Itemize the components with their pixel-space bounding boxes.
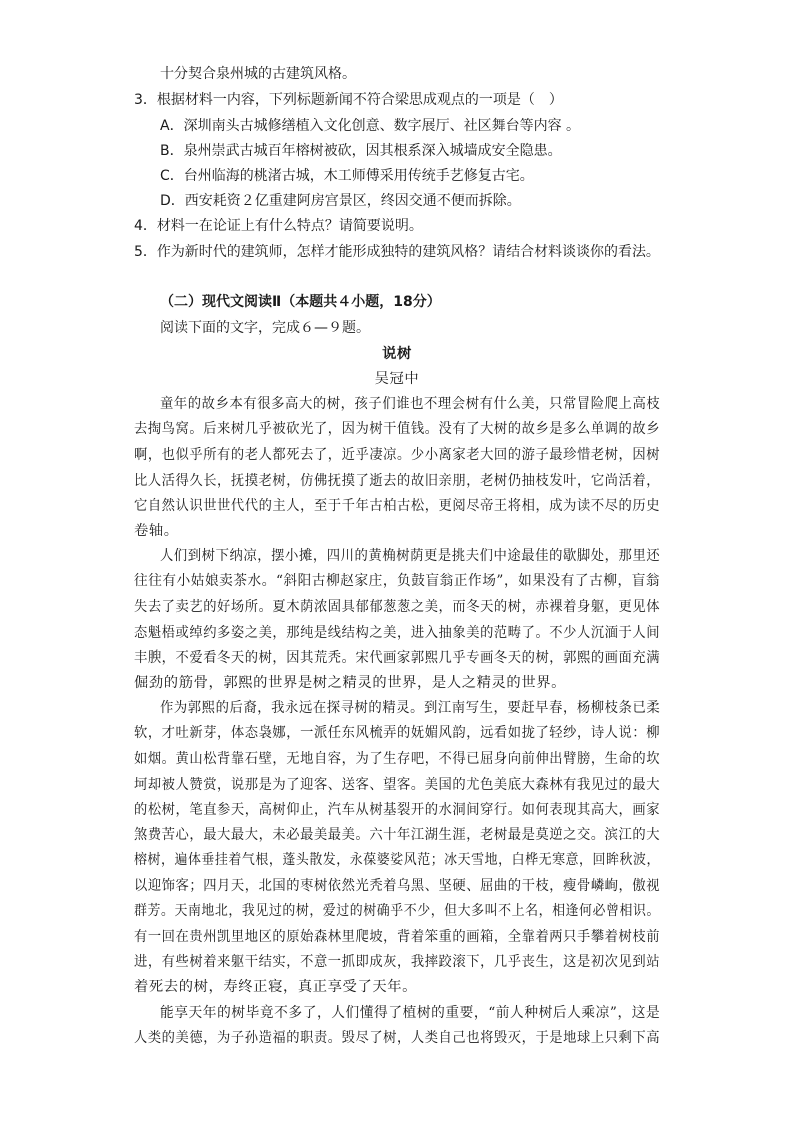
article-line: 榕树，遍体垂挂着气根，蓬头散发，永葆婆娑风范；冰天雪地，白桦无寒意，回眸秋波，: [134, 852, 660, 868]
article-line: 煞费苦心，最大最大，未必最美最美。六十年江湖生涯，老树最是莫逆之交。滨江的大: [134, 827, 661, 843]
section-heading: （二）现代文阅读Ⅱ（本题共４小题，18分）: [160, 294, 441, 310]
article-line: 有一回在贵州凯里地区的原始森林里爬坡，背着笨重的画箱，全靠着两只手攀着树枝前: [134, 929, 661, 945]
question-3-option-d: D．西安耗资２亿重建阿房宫景区，终因交通不便而拆除。: [160, 193, 521, 209]
article-line: 去掏鸟窝。后来树几乎被砍光了，因为树干值钱。没有了大树的故乡是多么单调的故乡: [134, 421, 661, 437]
question-4: 4．材料一在论证上有什么特点？请简要说明。: [134, 218, 423, 234]
article-line: 失去了卖艺的好场所。夏木荫浓固具郁郁葱葱之美，而冬天的树，赤裸着身躯，更见体: [134, 599, 661, 615]
article-line: 它自然认识世世代代的主人，至于千年古柏古松，更阅尽帝王将相，成为读不尽的历史: [134, 498, 661, 514]
article-author: 吴冠中: [374, 371, 420, 387]
article-line: 软，才吐新芽，体态袅娜，一派任东风梳弄的妩媚风韵，远看如拢了轻纱，诗人说：柳: [134, 725, 661, 741]
article-line: 坷却被人赞赏，说那是为了迎客、送客、望客。美国的尤色美底大森林有我见过的最大: [134, 777, 661, 793]
article-line: 作为郭熙的后裔，我永远在探寻树的精灵。到江南写生，要赶早春，杨柳枝条已柔: [160, 700, 661, 716]
article-line: 人类的美德，为子孙造福的职责。毁尽了树，人类自己也将毁灭，于是地球上只剩下高: [134, 1030, 661, 1046]
question-3-option-c: C．台州临海的桃渚古城，木工师傅采用传统手艺修复古宅。: [160, 168, 534, 184]
article-line: 卷轴。: [134, 523, 179, 539]
article-line: 进，有些树着来躯干结实，不意一抓即成灰，我摔跤滚下，几乎丧生，这是初次见到站: [134, 954, 661, 970]
article-line: 往往有小姑娘卖茶水。“斜阳古柳赵家庄，负鼓盲翁正作场”，如果没有了古柳，盲翁: [134, 573, 661, 589]
previous-text-continuation: 十分契合泉州城的古建筑风格。: [160, 66, 356, 82]
article-line: 啊，也似乎所有的老人都死去了，近乎凄凉。少小离家老大回的游子最珍惜老树，因树: [134, 447, 661, 463]
article-line: 态魁梧或绰约多姿之美，那纯是线结构之美，进入抽象美的范畴了。不少人沉湎于人间: [134, 625, 661, 641]
article-title: 说树: [382, 346, 412, 362]
article-line: 如烟。黄山松背靠石壁，无地自容，为了生存吧，不得已屈身向前伸出臂膀，生命的坎: [134, 751, 661, 767]
article-line: 群芳。天南地北，我见过的树，爱过的树确乎不少，但大多叫不上名，相逢何必曾相识。: [134, 903, 660, 919]
article-line: 以迎饰客；四月天，北国的枣树依然光秃着乌黑、坚硬、屈曲的干枝，瘦骨嶙峋，傲视: [134, 878, 661, 894]
article-line: 人们到树下纳凉，摆小摊，四川的黄桷树荫更是挑夫们中途最佳的歇脚处，那里还: [160, 548, 661, 564]
article-line: 童年的故乡本有很多高大的树，孩子们谁也不理会树有什么美，只常冒险爬上高枝: [160, 396, 661, 412]
article-line: 的松树，笔直参天，高树仰止，汽车从树基裂开的水洞间穿行。如何表现其高大，画家: [134, 802, 661, 818]
article-line: 倔劲的筋骨，郭熙的世界是树之精灵的世界，是人之精灵的世界。: [134, 675, 567, 691]
question-3-option-a: A．深圳南头古城修缮植入文化创意、数字展厅、社区舞台等内容 。: [160, 118, 581, 134]
question-3: 3．根据材料一内容，下列标题新闻不符合梁思成观点的一项是（ ）: [134, 92, 563, 108]
article-line: 丰腴，不爱看冬天的树，因其荒秃。宋代画家郭熙几乎专画冬天的树，郭熙的画面充满: [134, 650, 661, 666]
question-5: 5．作为新时代的建筑师，怎样才能形成独特的建筑风格？请结合材料谈谈你的看法。: [134, 244, 660, 260]
question-3-option-b: B．泉州崇武古城百年榕树被砍，因其根系深入城墙成安全隐患。: [160, 143, 562, 159]
article-line: 能享天年的树毕竟不多了，人们懂得了植树的重要，“前人种树后人乘凉”，这是: [160, 1005, 661, 1021]
article-line: 比人活得久长，抚摸老树，仿佛抚摸了逝去的故旧亲朋，老树仍抽枝发叶，它尚活着，: [134, 473, 661, 489]
section-instruction: 阅读下面的文字，完成６—９题。: [160, 320, 370, 336]
article-line: 着死去的树，寿终正寝，真正享受了天年。: [134, 979, 418, 995]
